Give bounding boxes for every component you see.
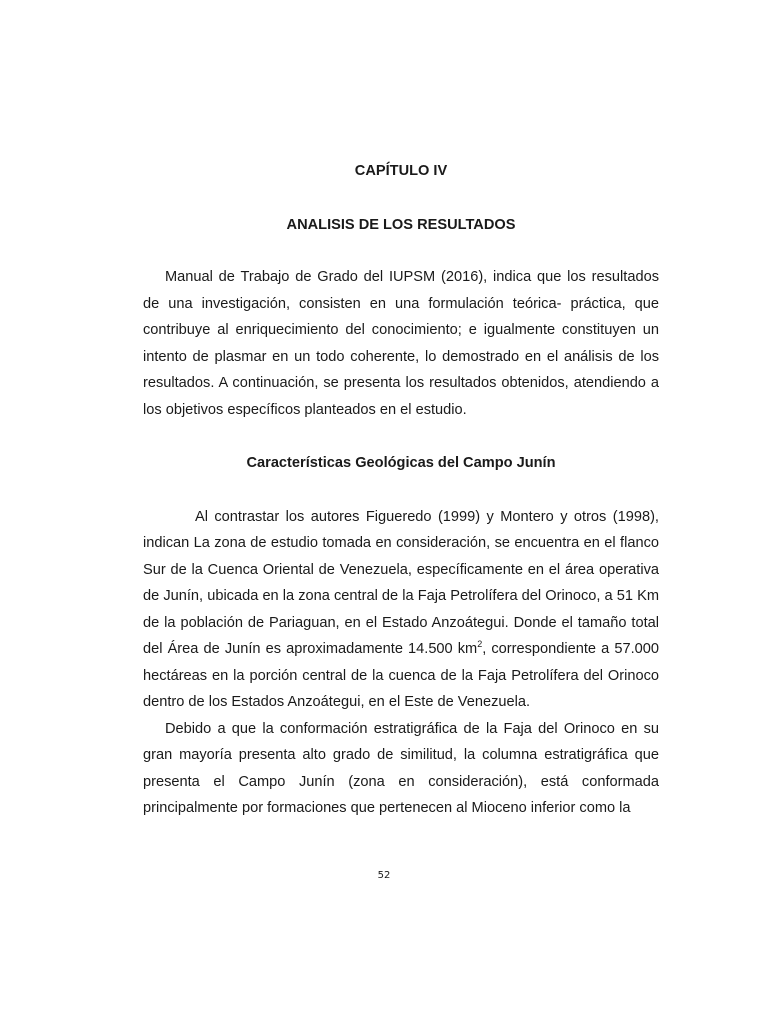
- chapter-title: ANALISIS DE LOS RESULTADOS: [286, 216, 516, 233]
- chapter-heading: CAPÍTULO IV: [354, 163, 448, 179]
- page-content: [143, 158, 659, 822]
- superscript-exponent: 2: [477, 639, 483, 650]
- geology-text-part1: Al contrastar los autores Figueredo (1999) y Montero y otros (1998), indican La zona de estudio tomada en consideración, se encuentra en el flanco Sur de la Cuenca Oriental de Venezuela, específicamente en el área operativa de Junín, ubicada en la zona central de la Faja Petrolífera del Orinoco, a 51 Km de la población de Pariaguan, en el Estado Anzoátegui. Donde el tamaño total del Área de Junín es aproximadamente 14.500 km: [143, 508, 659, 657]
- geology-text-part2: , correspondiente a 57.000 hectáreas en la porción central de la cuenca de la Faja Petrolífera del Orinoco dentro de los Estados Anzoátegui, en el Este de Venezuela.: [143, 641, 659, 710]
- section-heading: Características Geológicas del Campo Junín: [246, 455, 556, 471]
- stratigraphy-paragraph: Debido a que la conformación estratigráfica de la Faja del Orinoco en su gran mayoría presenta alto grado de similitud, la columna estratigráfica que presenta el Campo Junín (zona en consideración), está conformada principalmente por formaciones que pertenecen al Mioceno inferior como la: [143, 720, 659, 816]
- geology-paragraph: [143, 504, 659, 716]
- page-number: 52: [377, 870, 391, 881]
- intro-paragraph: Manual de Trabajo de Grado del IUPSM (2016), indica que los resultados de una investigación, consisten en una formulación teórica- práctica, que contribuye al enriquecimiento del conocimiento; e igualmente constituyen un intento de plasmar en un todo coherente, lo demostrado en el análisis de los resultados. A continuación, se presenta los resultados obtenidos, atendiendo a los objetivos específicos planteados en el estudio.: [143, 269, 659, 418]
